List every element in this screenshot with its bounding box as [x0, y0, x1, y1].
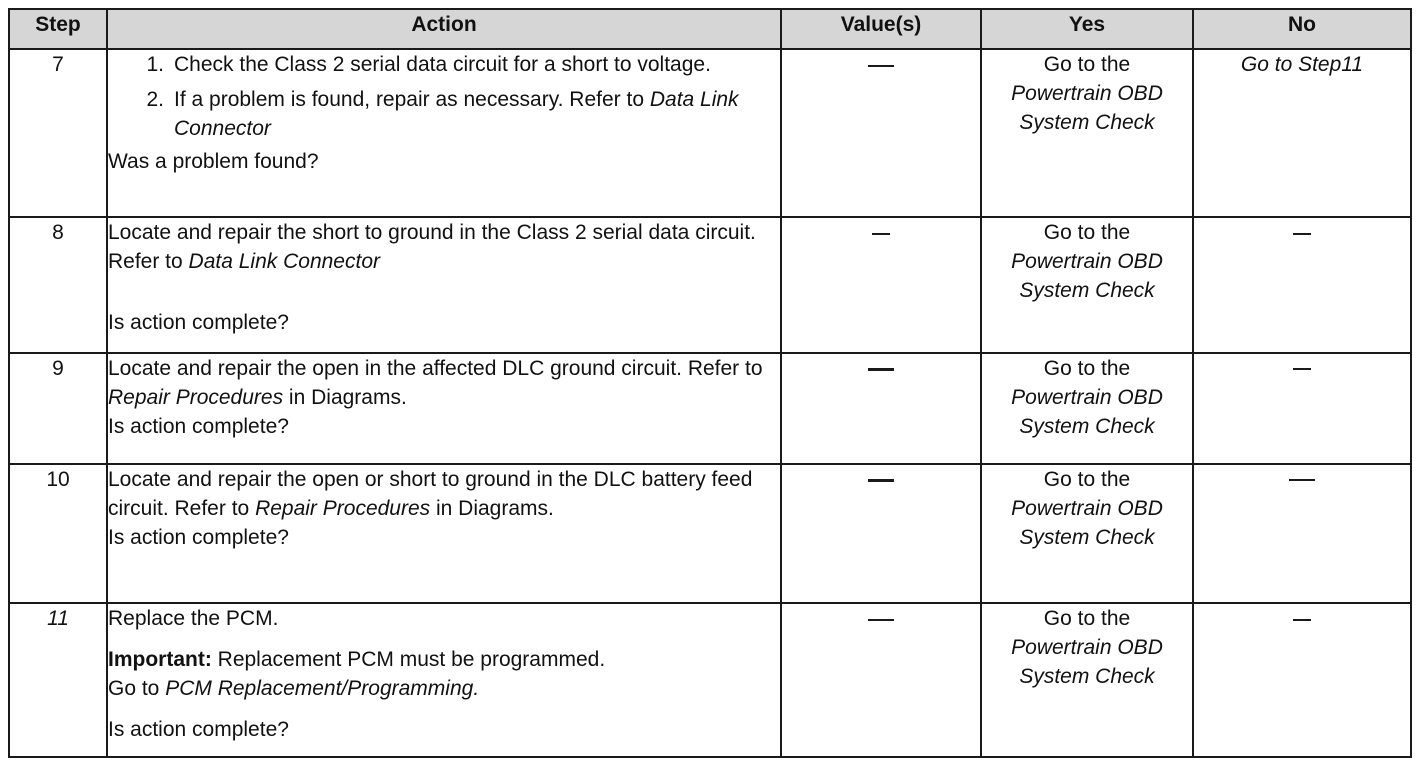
dash-mark — [872, 233, 890, 235]
yes-link-line[interactable]: System Check — [1019, 111, 1155, 135]
yes-goto: Go to the — [1043, 53, 1131, 77]
yes-cell — [981, 603, 1193, 757]
header-no: No — [1193, 9, 1411, 49]
action-cell — [107, 464, 781, 603]
table-row-step-7 — [9, 49, 1411, 217]
question-text: Is action complete? — [108, 718, 289, 742]
yes-link-line[interactable]: System Check — [1019, 665, 1155, 689]
reference-link[interactable]: PCM Replacement/Programming. — [165, 677, 480, 701]
no-cell — [1193, 49, 1411, 217]
dash-mark — [868, 619, 894, 621]
yes-cell — [981, 217, 1193, 352]
question-text: Was a problem found? — [108, 150, 319, 174]
dash-mark — [1293, 368, 1311, 370]
no-cell — [1193, 603, 1411, 757]
list-text: Check the Class 2 serial data circuit for a short to voltage. — [174, 53, 711, 77]
step-number: 8 — [9, 217, 107, 352]
goto-text: Go to — [108, 677, 166, 701]
header-values: Value(s) — [781, 9, 981, 49]
yes-goto: Go to the — [1043, 221, 1131, 245]
yes-link-line[interactable]: Powertrain OBD — [1011, 496, 1163, 520]
yes-cell — [981, 464, 1193, 603]
yes-link-line[interactable]: System Check — [1019, 414, 1155, 438]
yes-link-line[interactable]: System Check — [1019, 525, 1155, 549]
list-item — [108, 85, 780, 143]
list-item — [108, 50, 780, 79]
value-cell — [781, 217, 981, 352]
action-text-tail: in Diagrams. — [283, 385, 407, 409]
list-text: If a problem is found, repair as necessary. Refer to — [174, 88, 644, 112]
no-cell — [1193, 464, 1411, 603]
yes-link-line[interactable]: Powertrain OBD — [1011, 82, 1163, 106]
step-number: 11 — [9, 603, 107, 757]
table-row-step-9 — [9, 353, 1411, 464]
action-cell — [107, 217, 781, 352]
important-label: Important: — [108, 648, 212, 672]
question-text: Is action complete? — [108, 311, 289, 335]
yes-goto: Go to the — [1043, 356, 1131, 380]
yes-link-line[interactable]: Powertrain OBD — [1011, 636, 1163, 660]
no-link[interactable]: Go to Step11 — [1240, 53, 1364, 77]
table-row-step-11 — [9, 603, 1411, 757]
reference-link[interactable]: Data Link Connector — [188, 250, 380, 274]
no-cell — [1193, 217, 1411, 352]
reference-link[interactable]: Repair Procedures — [255, 496, 431, 520]
list-number: 2. — [146, 88, 164, 112]
action-text: Replace the PCM. — [108, 607, 279, 631]
important-text: Replacement PCM must be programmed. — [211, 648, 606, 672]
dash-mark — [868, 368, 894, 371]
step-number: 10 — [9, 464, 107, 603]
dash-mark — [868, 479, 894, 482]
action-text: Locate and repair the open in the affected DLC ground circuit. Refer to — [108, 356, 763, 380]
action-cell — [107, 353, 781, 464]
diagnostic-table — [8, 8, 1412, 758]
dash-mark — [1293, 233, 1311, 235]
reference-link[interactable]: Data Link Connector — [174, 88, 739, 141]
action-text: Locate and repair the open or short to ground in the DLC battery feed circuit. Refer to — [108, 467, 753, 520]
yes-cell — [981, 49, 1193, 217]
question-text: Is action complete? — [108, 525, 289, 549]
action-text-tail: in Diagrams. — [430, 496, 554, 520]
action-text: Locate and repair the short to ground in the Class 2 serial data circuit. Refer to — [108, 221, 756, 274]
action-steps-list — [108, 50, 780, 143]
value-cell — [781, 353, 981, 464]
yes-link-line[interactable]: Powertrain OBD — [1011, 385, 1163, 409]
table-row-step-8 — [9, 217, 1411, 352]
value-cell — [781, 49, 981, 217]
yes-link-line[interactable]: Powertrain OBD — [1011, 250, 1163, 274]
yes-goto: Go to the — [1043, 467, 1131, 491]
step-number: 9 — [9, 353, 107, 464]
yes-link-line[interactable]: System Check — [1019, 279, 1155, 303]
yes-cell — [981, 353, 1193, 464]
action-cell — [107, 49, 781, 217]
reference-link[interactable]: Repair Procedures — [108, 385, 284, 409]
dash-mark — [1293, 619, 1311, 621]
question-text: Is action complete? — [108, 414, 289, 438]
yes-goto: Go to the — [1043, 607, 1131, 631]
value-cell — [781, 603, 981, 757]
list-number: 1. — [146, 53, 164, 77]
header-yes: Yes — [981, 9, 1193, 49]
no-cell — [1193, 353, 1411, 464]
dash-mark — [1289, 479, 1315, 481]
step-number: 7 — [9, 49, 107, 217]
action-cell — [107, 603, 781, 757]
value-cell — [781, 464, 981, 603]
header-action: Action — [107, 9, 781, 49]
header-step: Step — [9, 9, 107, 49]
table-row-step-10 — [9, 464, 1411, 603]
header-row — [9, 9, 1411, 49]
dash-mark — [868, 65, 894, 67]
